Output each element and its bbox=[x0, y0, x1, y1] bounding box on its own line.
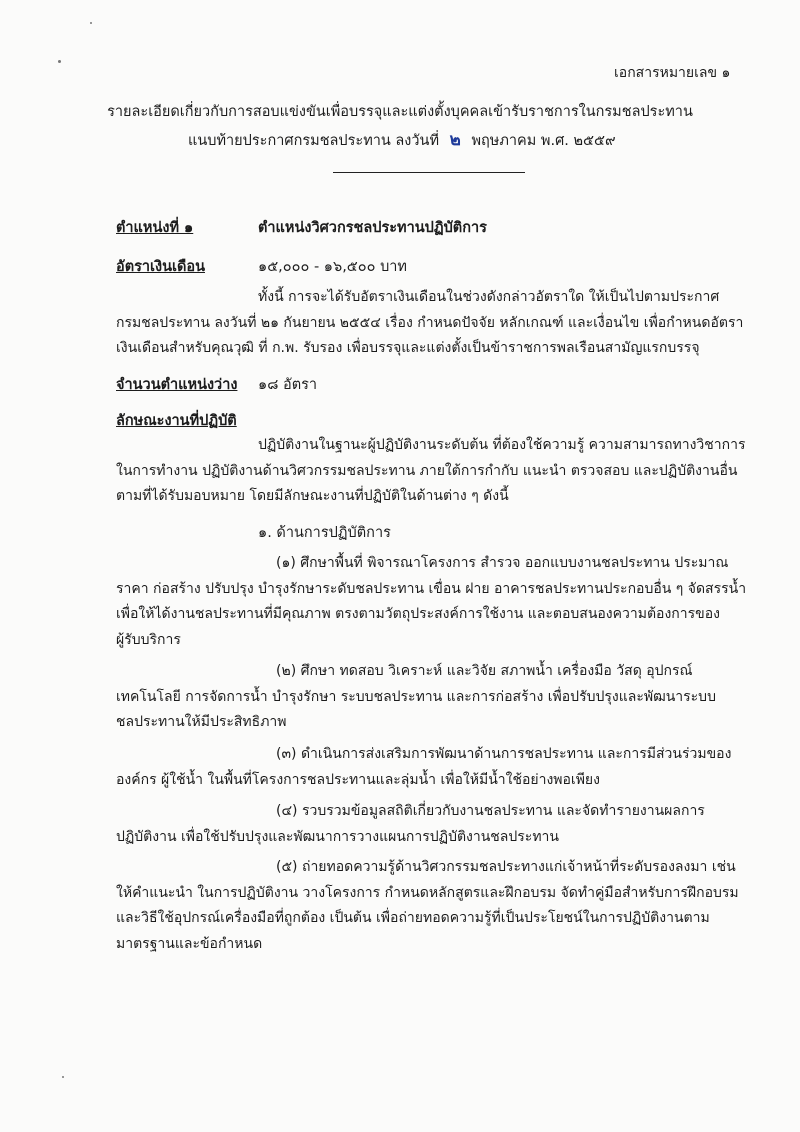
duty-line: ให้คำแนะนำ ในการปฏิบัติงาน วางโครงการ กำหนดหลักสูตรและฝึกอบรม จัดทำคู่มือสำหรับการฝึกอบรม bbox=[116, 884, 739, 901]
duty-line: เพื่อให้ได้งานชลประทานที่มีคุณภาพ ตรงตามวัตถุประสงค์การใช้งาน และตอบสนองความต้องการของ bbox=[116, 606, 720, 622]
duty-line: (๔) รวบรวมข้อมูลสถิติเกี่ยวกับงานชลประทาน และจัดทำรายงานผลการ bbox=[276, 803, 705, 819]
salary-note-line: ทั้งนี้ การจะได้รับอัตราเงินเดือนในช่วงดังกล่าวอัตราใด ให้เป็นไปตามประกาศ bbox=[258, 289, 720, 305]
duty-line: ราคา ก่อสร้าง ปรับปรุง บำรุงรักษาระดับชลประทาน เขื่อน ฝาย อาคารชลประทานประกอบอื่น ๆ จัดสรรน้ำ bbox=[116, 580, 747, 597]
scan-speck bbox=[90, 22, 92, 24]
scan-speck bbox=[62, 1076, 64, 1078]
duty-line: (๓) ดำเนินการส่งเสริมการพัฒนาด้านการชลประทาน และการมีส่วนร่วมของ bbox=[276, 746, 732, 762]
job-nature-label: ลักษณะงานที่ปฏิบัติ bbox=[116, 413, 237, 429]
title-divider bbox=[333, 172, 525, 173]
document-title-line2 bbox=[188, 126, 616, 153]
duty-item-5 bbox=[116, 855, 739, 957]
duty-line: ปฏิบัติงาน เพื่อใช้ปรับปรุงและพัฒนาการวางแผนการปฏิบัติงานชลประทาน bbox=[116, 828, 559, 845]
salary-note-line: กรมชลประทาน ลงวันที่ ๒๑ กันยายน ๒๕๕๔ เรื่อง กำหนดปัจจัย หลักเกณฑ์ และเงื่อนไข เพื่อกำหนดอัตรา bbox=[116, 314, 744, 331]
job-nature-intro bbox=[116, 433, 745, 510]
title-date-prefix: แนบท้ายประกาศกรมชลประทาน ลงวันที่ bbox=[188, 133, 439, 149]
duty-item-1 bbox=[116, 551, 746, 653]
position-label: ตำแหน่งที่ ๑ bbox=[116, 220, 194, 236]
duty-item-3 bbox=[116, 742, 731, 793]
duty-line: เทคโนโลยี การจัดการน้ำ บำรุงรักษา ระบบชลประทาน และการก่อสร้าง เพื่อปรับปรุงและพัฒนาระบบ bbox=[116, 688, 716, 705]
duty-line: ผู้รับบริการ bbox=[116, 631, 181, 648]
intro-line: ในการทำงาน ปฏิบัติงานด้านวิศวกรรมชลประทาน ภายใต้การกำกับ แนะนำ ตรวจสอบ และปฏิบัติงานอื่น bbox=[116, 462, 738, 479]
title-date-suffix: พฤษภาคม พ.ศ. ๒๕๕๙ bbox=[471, 133, 616, 149]
duty-line: ชลประทานให้มีประสิทธิภาพ bbox=[116, 714, 287, 730]
document-number: เอกสารหมายเลข ๑ bbox=[614, 65, 731, 81]
salary-note bbox=[116, 285, 743, 362]
salary-value: ๑๕,๐๐๐ - ๑๖,๕๐๐ บาท bbox=[258, 259, 407, 275]
duty-line: และวิธีใช้อุปกรณ์เครื่องมือที่ถูกต้อง เป็นต้น เพื่อถ่ายทอดความรู้ที่เป็นประโยชน์ในการปฏิบัติงานตาม bbox=[116, 910, 710, 926]
intro-line: ปฏิบัติงานในฐานะผู้ปฏิบัติงานระดับต้น ที่ต้องใช้ความรู้ ความสามารถทางวิชาการ bbox=[258, 437, 746, 453]
duty-line: (๒) ศึกษา ทดสอบ วิเคราะห์ และวิจัย สภาพน้ำ เครื่องมือ วัสดุ อุปกรณ์ bbox=[276, 663, 693, 679]
salary-label: อัตราเงินเดือน bbox=[116, 259, 205, 275]
handwritten-day: ๒ bbox=[449, 130, 461, 150]
position-value: ตำแหน่งวิศวกรชลประทานปฏิบัติการ bbox=[258, 220, 487, 236]
intro-line: ตามที่ได้รับมอบหมาย โดยมีลักษณะงานที่ปฏิบัติในด้านต่าง ๆ ดังนี้ bbox=[116, 488, 509, 504]
duty-item-4 bbox=[116, 799, 705, 850]
vacancies-value: ๑๘ อัตรา bbox=[258, 377, 318, 393]
vacancies-label: จำนวนตำแหน่งว่าง bbox=[116, 377, 238, 393]
duty-item-2 bbox=[116, 659, 716, 736]
duty-line: (๑) ศึกษาพื้นที่ พิจารณาโครงการ สำรวจ ออกแบบงานชลประทาน ประมาณ bbox=[276, 555, 729, 571]
document-title-line1: รายละเอียดเกี่ยวกับการสอบแข่งขันเพื่อบรรจุและแต่งตั้งบุคคลเข้ารับราชการในกรมชลประทาน bbox=[107, 104, 693, 120]
duty-line: องค์กร ผู้ใช้น้ำ ในพื้นที่โครงการชลประทานและลุ่มน้ำ เพื่อให้มีน้ำใช้อย่างพอเพียง bbox=[116, 771, 600, 788]
duty-line: มาตรฐานและข้อกำหนด bbox=[116, 935, 263, 952]
salary-note-line: เงินเดือนสำหรับคุณวุฒิ ที่ ก.พ. รับรอง เพื่อบรรจุและแต่งตั้งเป็นข้าราชการพลเรือนสามัญแรกบรรจุ bbox=[116, 340, 700, 356]
duty-line: (๕) ถ่ายทอดความรู้ด้านวิศวกรรมชลประทางแก่เจ้าหน้าที่ระดับรองลงมา เช่น bbox=[276, 859, 736, 875]
section-heading: ๑. ด้านการปฏิบัติการ bbox=[258, 525, 391, 541]
scan-speck bbox=[58, 60, 61, 63]
